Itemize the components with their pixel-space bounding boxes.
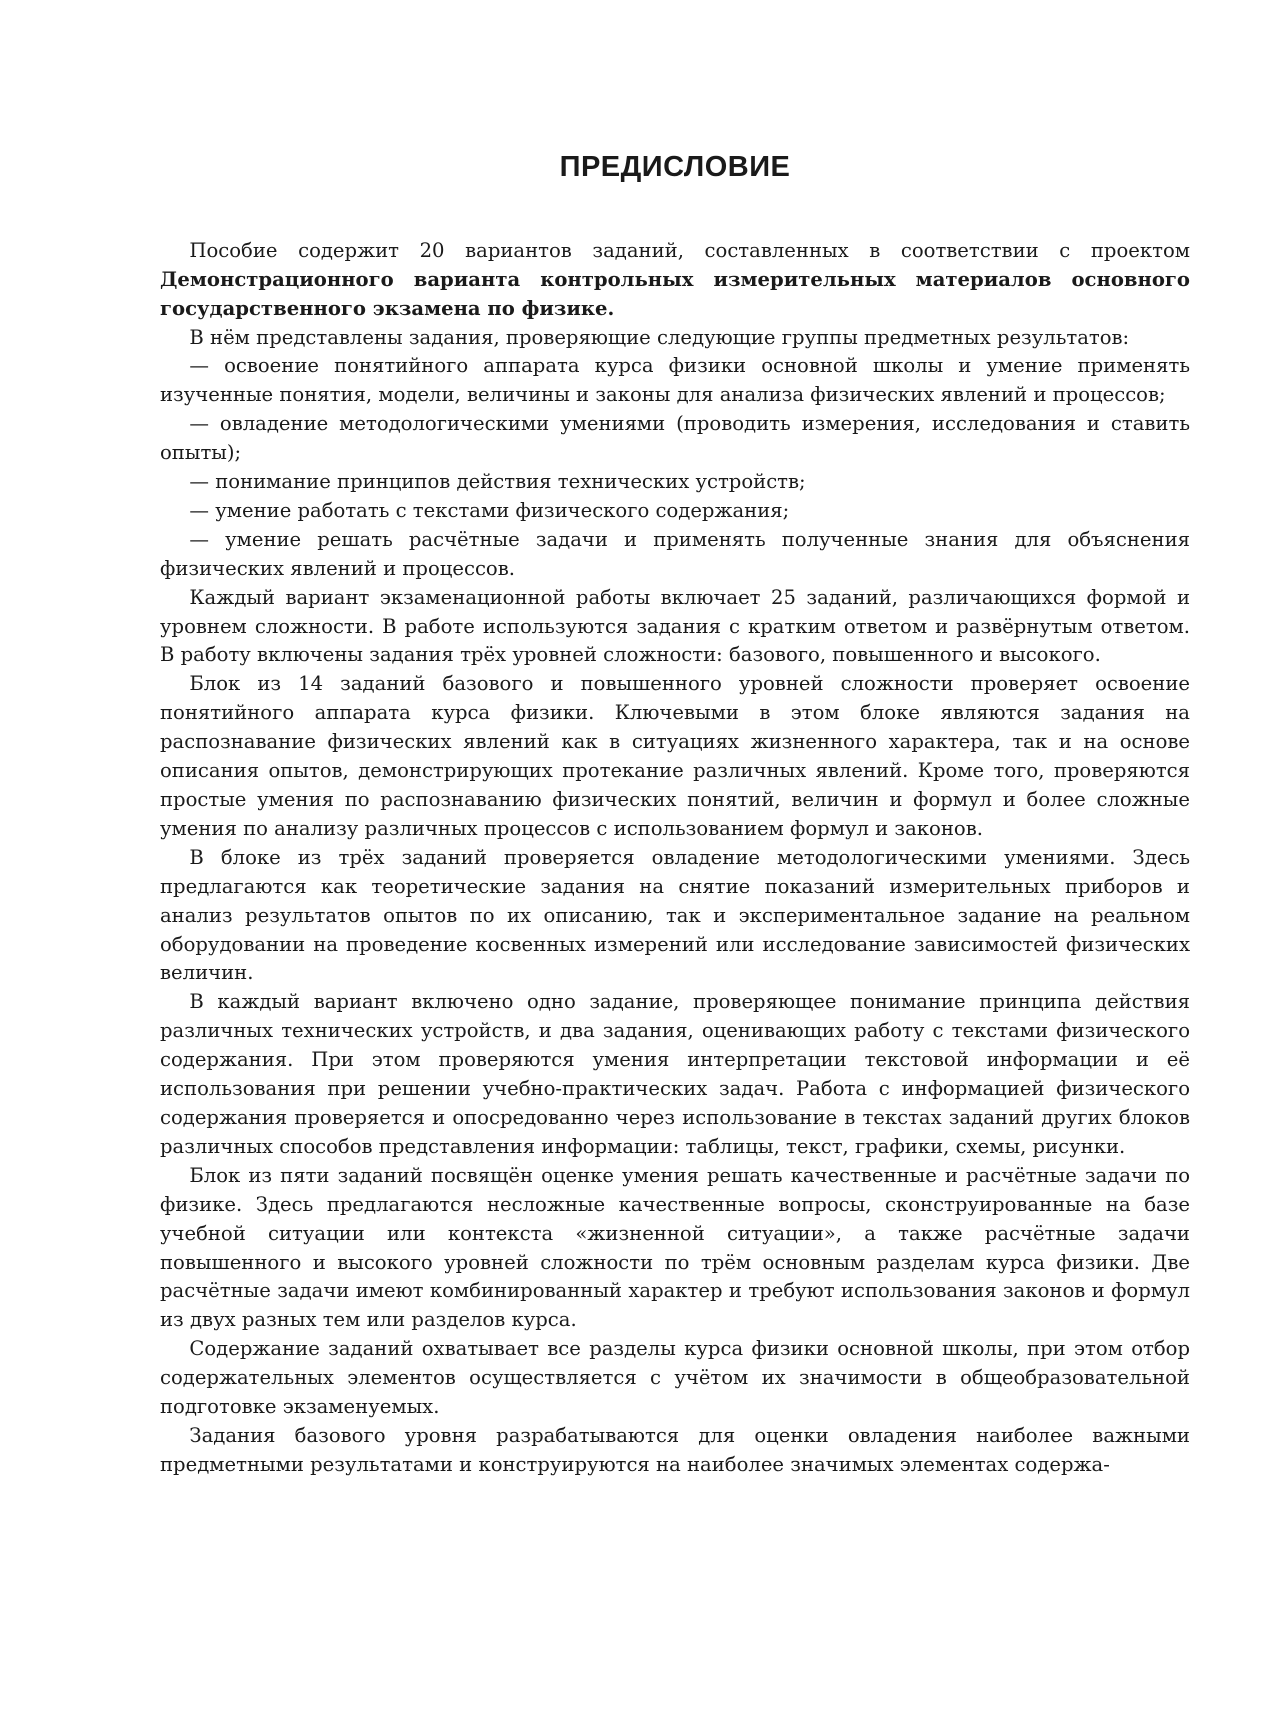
group-item: — освоение понятийного аппарата курса физики основной школы и умение применять изученные понятия, модели, величины и законы для анализа физических явлений и процессов;	[160, 354, 1190, 407]
intro-bold-text: Демонстрационного варианта контрольных измерительных материалов основного государственного экзамена по физике.	[160, 267, 1190, 320]
group-item: — овладение методологическими умениями (проводить измерения, исследования и ставить опыты);	[160, 412, 1190, 465]
paragraph-content-coverage: Содержание заданий охватывает все разделы курса физики основной школы, при этом отбор содержательных элементов осуществляется с учётом их значимости в общеобразовательной подготовке экзаменуемых.	[160, 1337, 1190, 1419]
document-page	[160, 150, 1190, 1480]
paragraph-basic-level: Задания базового уровня разрабатываются для оценки овладения наиболее важными предметными результатами и конструируются на наиболее значимых элементах содержа-	[160, 1423, 1190, 1476]
paragraph-technical-devices: В каждый вариант включено одно задание, проверяющее понимание принципа действия различных технических устройств, и два задания, оценивающих работу с текстами физического содержания. При этом проверяются умения интерпретации текстовой информации и её использования при решении учебно-практических задач. Работа с информацией физического содержания проверяется и опосредованно через использование в текстах заданий других блоков различных способов представления информации: таблицы, текст, графики, схемы, рисунки.	[160, 990, 1190, 1158]
intro-paragraph	[160, 237, 1190, 324]
group-item: — умение решать расчётные задачи и применять полученные знания для объяснения физических явлений и процессов.	[160, 527, 1190, 580]
group-item: — понимание принципов действия технических устройств;	[189, 470, 806, 494]
intro-lead-text: Пособие содержит 20 вариантов заданий, составленных в соответствии с проектом	[189, 238, 1190, 262]
paragraph-basic-block: Блок из 14 заданий базового и повышенного уровней сложности проверяет освоение понятийного аппарата курса физики. Ключевыми в этом блоке являются задания на распознавание физических явлений как в ситуациях жизненного характера, так и на основе описания опытов, демонстрирующих протекание различных явлений. Кроме того, проверяются простые умения по распознаванию физических понятий, величин и формул и более сложные умения по анализу различных процессов с использованием формул и законов.	[160, 672, 1190, 840]
groups-intro-paragraph: В нём представлены задания, проверяющие следующие группы предметных результатов:	[189, 325, 1130, 349]
paragraph-methodology-block: В блоке из трёх заданий проверяется овладение методологическими умениями. Здесь предлагаются как теоретические задания на снятие показаний измерительных приборов и анализ результатов опытов по их описанию, так и экспериментальное задание на реальном оборудовании на проведение косвенных измерений или исследование зависимостей физических величин.	[160, 845, 1190, 985]
paragraph-exam-structure: Каждый вариант экзаменационной работы включает 25 заданий, различающихся формой и уровнем сложности. В работе используются задания с кратким ответом и развёрнутым ответом. В работу включены задания трёх уровней сложности: базового, повышенного и высокого.	[160, 585, 1190, 667]
document-body	[160, 237, 1190, 1480]
group-item: — умение работать с текстами физического содержания;	[189, 498, 790, 522]
paragraph-problem-block: Блок из пяти заданий посвящён оценке умения решать качественные и расчётные задачи по физике. Здесь предлагаются несложные качественные вопросы, сконструированные на базе учебной ситуации или контекста «жизненной ситуации», а также расчётные задачи повышенного и высокого уровней сложности по трём основным разделам курса физики. Две расчётные задачи имеют комбинированный характер и требуют использования законов и формул из двух разных тем или разделов курса.	[160, 1163, 1190, 1332]
page-title: ПРЕДИСЛОВИЕ	[559, 151, 791, 183]
